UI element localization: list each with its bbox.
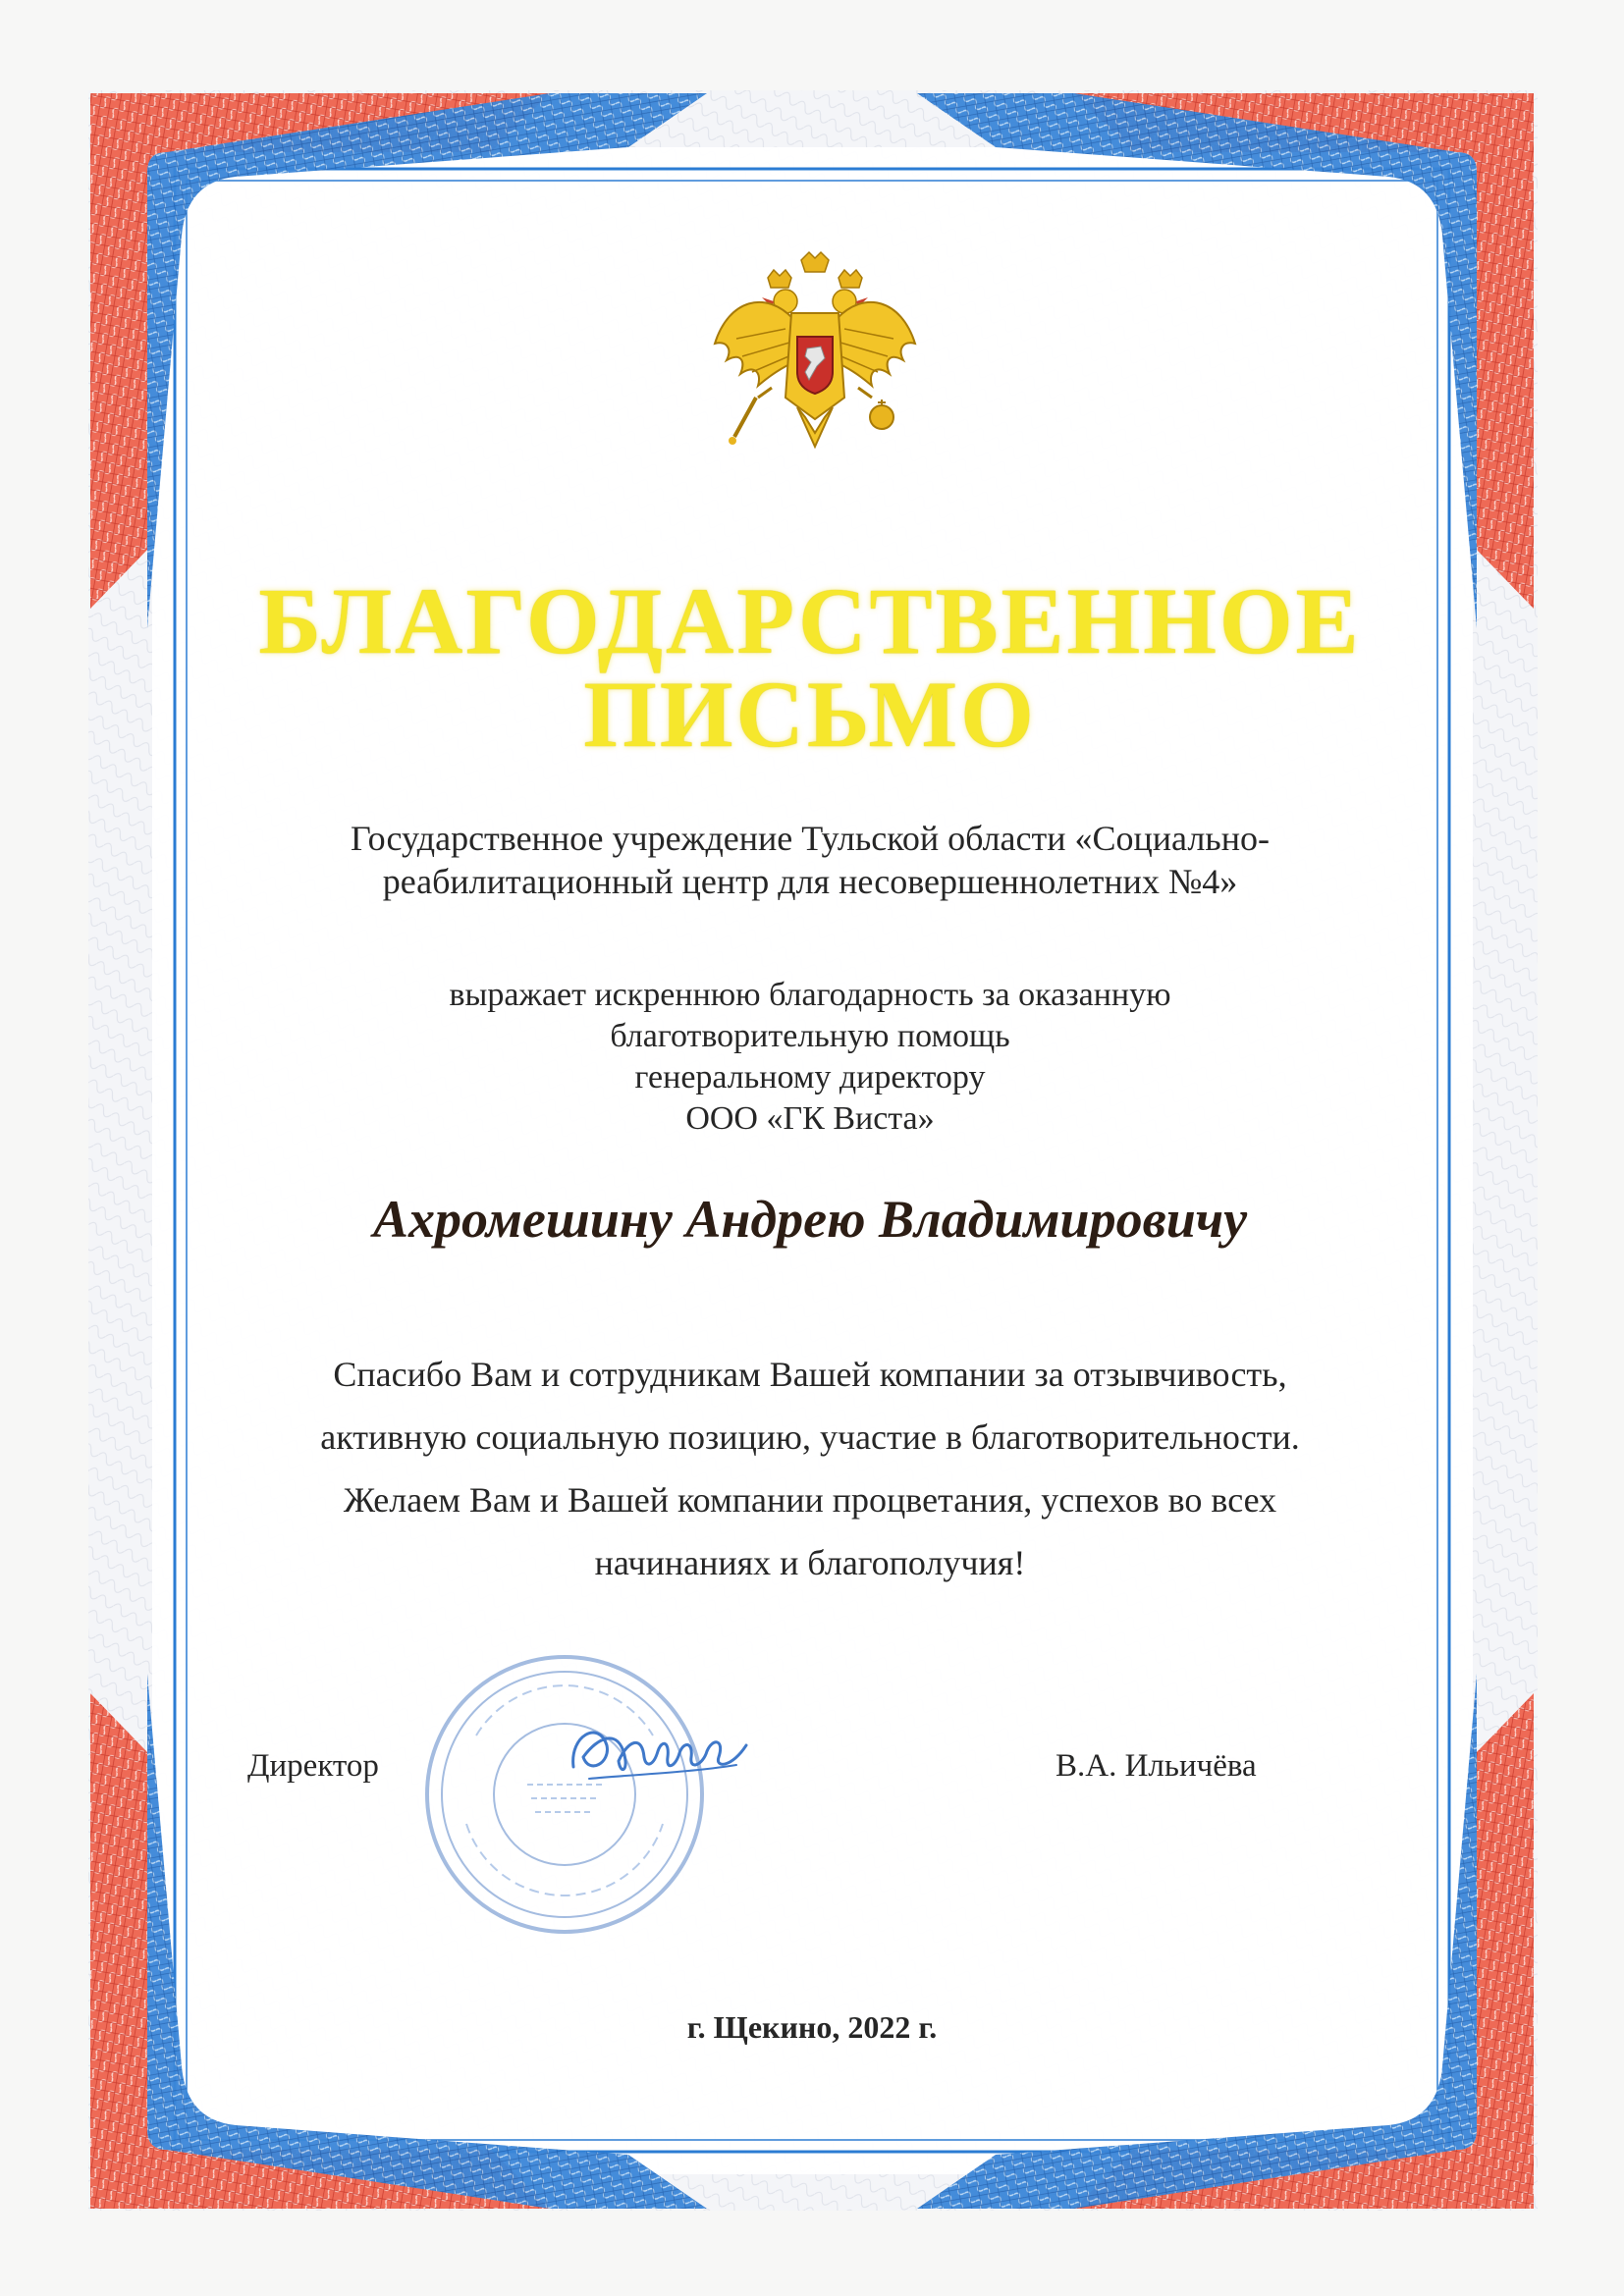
action-line-1: выражает искреннюю благодарность за оказанную xyxy=(449,977,1171,1013)
letter-title-line-2: ПИСЬМО xyxy=(583,662,1037,767)
action-line-4: ООО «ГК Виста» xyxy=(685,1100,935,1137)
thanks-line-1: Спасибо Вам и сотрудникам Вашей компании за отзывчивость, xyxy=(333,1355,1287,1394)
thanks-line-3: Желаем Вам и Вашей компании процветания, успехов во всех xyxy=(343,1480,1277,1520)
russian-coat-of-arms-icon xyxy=(707,250,923,461)
thanks-line-4: начинаниях и благополучия! xyxy=(594,1543,1026,1582)
thanks-line-2: активную социальную позицию, участие в благотворительности. xyxy=(320,1417,1300,1457)
issuer-line-1: Государственное учреждение Тульской области «Социально- xyxy=(351,819,1270,858)
action-line-3: генеральному директору xyxy=(634,1059,986,1095)
action-line-2: благотворительную помощь xyxy=(610,1018,1010,1054)
signature-role: Директор xyxy=(247,1748,379,1784)
place-and-date: г. Щекино, 2022 г. xyxy=(686,2009,938,2045)
letter-title-line-1: БЛАГОДАРСТВЕННОЕ xyxy=(258,568,1362,673)
round-seal-stamp xyxy=(417,1647,712,1942)
signature-name: В.А. Ильичёва xyxy=(1056,1748,1257,1784)
recipient-name: Ахромешину Андрею Владимировичу xyxy=(372,1190,1248,1249)
handwritten-signature xyxy=(560,1706,756,1794)
issuer-line-2: реабилитационный центр для несовершеннолетних №4» xyxy=(382,862,1238,901)
